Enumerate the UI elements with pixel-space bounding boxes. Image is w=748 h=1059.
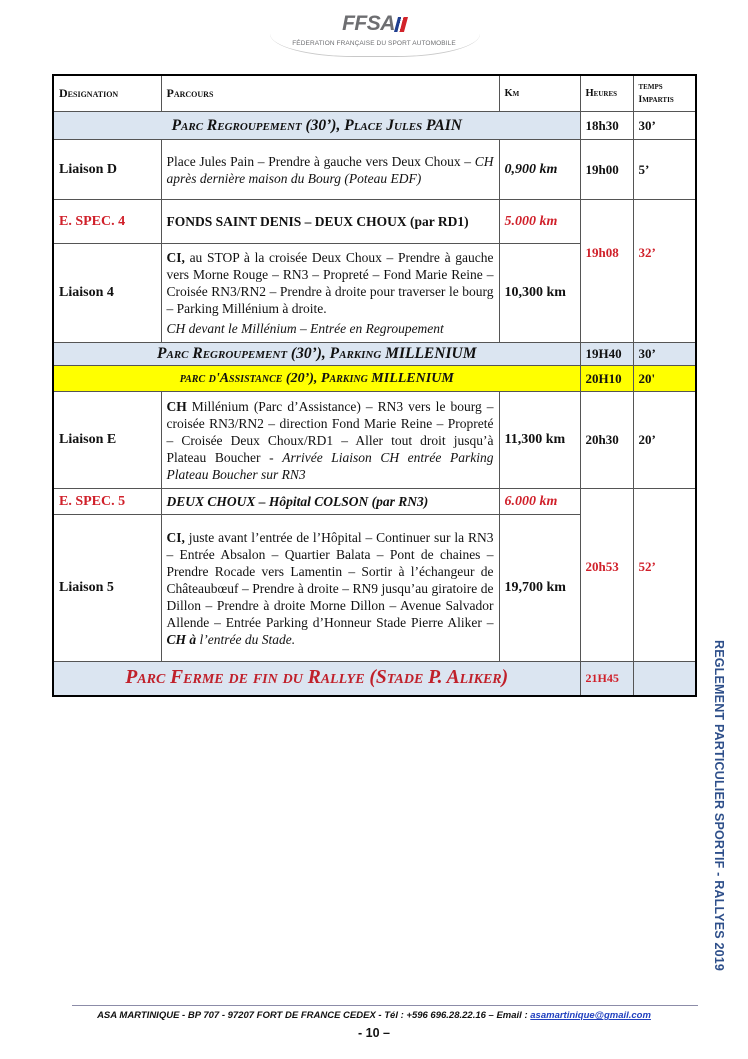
designation-cell: Liaison D — [53, 140, 161, 200]
heure-cell: 19h00 — [580, 140, 633, 200]
heure-cell: 20h30 — [580, 392, 633, 489]
parc-title: parc d'Assistance (20’), Parking MILLENIUM — [53, 366, 580, 392]
logo-brand: FFSA — [342, 12, 395, 35]
parcours-cell — [161, 244, 499, 343]
heure-cell: 20H10 — [580, 366, 633, 392]
km-cell: 10,300 km — [499, 244, 580, 343]
col-header-heures: Heures — [580, 75, 633, 112]
temps-cell: 5’ — [633, 140, 696, 200]
parcours-bold-text: CI, — [166, 529, 185, 545]
temps-cell: 20’ — [633, 392, 696, 489]
km-cell: 11,300 km — [499, 392, 580, 489]
table-row-parc-regroupement-1 — [53, 112, 696, 140]
table-row-parc-assistance — [53, 366, 696, 392]
temps-cell — [633, 662, 696, 696]
itinerary-table — [52, 74, 697, 697]
designation-cell: Liaison E — [53, 392, 161, 489]
ffsa-wordmark — [342, 12, 406, 36]
parc-title: Parc Ferme de fin du Rallye (Stade P. Aliker) — [53, 662, 580, 696]
parc-title: Parc Regroupement (30’), Parking MILLENIUM — [53, 343, 580, 366]
designation-cell: E. SPEC. 5 — [53, 489, 161, 515]
temps-cell: 32’ — [633, 200, 696, 343]
table-row-liaison-e — [53, 392, 696, 489]
french-flag-icon — [394, 17, 408, 32]
parcours-cell — [161, 392, 499, 489]
km-cell: 5.000 km — [499, 200, 580, 244]
temps-cell: 30’ — [633, 343, 696, 366]
parcours-italic-text: CH après dernière maison du Bourg (Poteau EDF) — [166, 153, 494, 186]
parcours-bold-text: CI, — [166, 250, 185, 265]
footer-email-link[interactable]: asamartinique@gmail.com — [530, 1010, 651, 1021]
impartis-label: Impartis — [638, 94, 674, 105]
km-cell: 0,900 km — [499, 140, 580, 200]
parcours-bold-text: CH — [166, 398, 187, 414]
parcours-text: Millénium (Parc d’Assistance) – RN3 vers le bourg – croisée RN3/RN2 – direction Fond Marie Reine – Propreté – Croisée Deux Choux/RD1 – Aller tout droit jusqu’à Plateau Boucher - — [166, 398, 494, 465]
table-row-es4 — [53, 200, 696, 244]
heure-cell: 18h30 — [580, 112, 633, 140]
parc-title: Parc Regroupement (30’), Place Jules PAIN — [53, 112, 580, 140]
col-header-parcours: Parcours — [161, 75, 499, 112]
temps-cell: 52’ — [633, 489, 696, 662]
heure-cell: 19h08 — [580, 200, 633, 343]
heure-cell: 21H45 — [580, 662, 633, 696]
logo-subtitle: FÉDERATION FRANÇAISE DU SPORT AUTOMOBILE — [292, 40, 456, 47]
table-header-row — [53, 75, 696, 112]
parcours-bold-italic-text: CH à — [166, 631, 197, 647]
designation-cell: E. SPEC. 4 — [53, 200, 161, 244]
col-header-km: Km — [499, 75, 580, 112]
vertical-document-title: REGLEMENT PARTICULIER SPORTIF - RALLYES 2019 — [712, 640, 726, 972]
table-row-liaison-d — [53, 140, 696, 200]
heure-cell: 20h53 — [580, 489, 633, 662]
parcours-text: au STOP à la croisée Deux Choux – Prendre à gauche vers Morne Rouge – RN3 – Propreté – Fond Marie Reine – Croisée RN3/RN2 – Prendre à droite pour traverser le bourg – Parking Millénium à droite. — [166, 250, 494, 316]
designation-cell: Liaison 4 — [53, 244, 161, 343]
heure-cell: 19H40 — [580, 343, 633, 366]
table-row-es5 — [53, 489, 696, 515]
parcours-text: Place Jules Pain – Prendre à gauche vers Deux Choux – — [166, 153, 475, 169]
temps-cell: 20' — [633, 366, 696, 392]
parcours-cell — [161, 515, 499, 662]
col-header-temps-impartis — [633, 75, 696, 112]
page-number: - 10 – — [358, 1026, 390, 1040]
km-cell: 19,700 km — [499, 515, 580, 662]
col-header-designation: Designation — [53, 75, 161, 112]
temps-label: temps — [638, 81, 663, 92]
parcours-cell: FONDS SAINT DENIS – DEUX CHOUX (par RD1) — [161, 200, 499, 244]
parcours-italic-text: l’entrée du Stade. — [196, 631, 296, 647]
designation-cell: Liaison 5 — [53, 515, 161, 662]
parcours-italic-text: Arrivée Liaison CH entrée Parking Plateau Boucher sur RN3 — [166, 449, 494, 482]
logo-swoosh-decoration — [270, 34, 480, 57]
parcours-italic-text: CH devant le Millénium – Entrée en Regroupement — [166, 321, 444, 336]
footer-address-text: ASA MARTINIQUE - BP 707 - 97207 FORT DE FRANCE CEDEX - Tél : +596 696.28.22.16 – Email : — [97, 1010, 531, 1021]
parcours-cell — [161, 140, 499, 200]
km-cell: 6.000 km — [499, 489, 580, 515]
table-row-parc-ferme — [53, 662, 696, 696]
temps-cell: 30’ — [633, 112, 696, 140]
parcours-text: juste avant l’entrée de l’Hôpital – Continuer sur la RN3 – Entrée Absalon – Quartier Balata – Pont de chaines – Prendre Rocade vers Lamentin – Sortir à l’échangeur de Châteaubœuf – Prendre à droite – RN9 jusqu’au giratoire de Dillon – Prendre à droite Morne Dillon – Avenue Salvador Allende – Entrée Parking d’Honneur Stade Pierre Aliker – — [166, 529, 494, 630]
table-row-parc-regroupement-2 — [53, 343, 696, 366]
footer-address — [0, 1010, 748, 1021]
footer-divider — [72, 1005, 698, 1006]
parcours-cell: DEUX CHOUX – Hôpital COLSON (par RN3) — [161, 489, 499, 515]
